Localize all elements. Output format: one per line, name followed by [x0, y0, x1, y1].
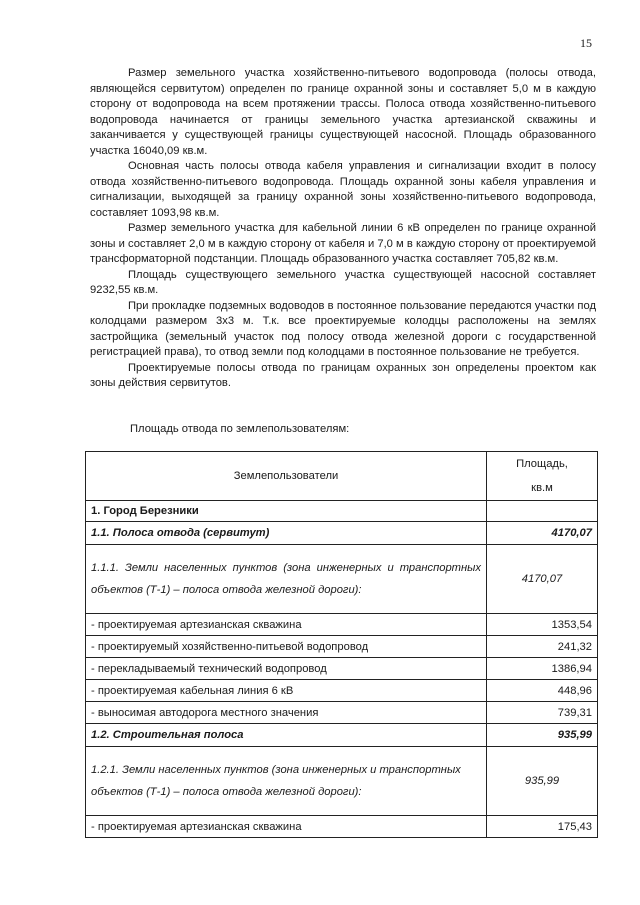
item-name: - проектируемая кабельная линия 6 кВ [86, 680, 487, 702]
table-header-row [86, 452, 598, 501]
paragraph: Размер земельного участка для кабельной линии 6 кВ определен по границе охранной зоны и составляет 2,0 м в каждую сторону от кабеля и 7,0 м в каждую сторону от проектируемой трансформаторной подстанции. Площадь образованного участка составляет 705,82 кв.м. [90, 222, 596, 265]
item-area: 1386,94 [487, 658, 598, 680]
section-title: 1.1. Полоса отвода (сервитут) [86, 522, 487, 545]
table-row [86, 658, 598, 680]
table-row [86, 680, 598, 702]
table-row [86, 816, 598, 838]
item-area: 448,96 [487, 680, 598, 702]
table-caption: Площадь отвода по землепользователям: [130, 423, 350, 435]
page-number: 15 [580, 36, 592, 50]
section-area: 4170,07 [487, 522, 598, 545]
item-name: - перекладываемый технический водопровод [86, 658, 487, 680]
item-area: 739,31 [487, 702, 598, 724]
table-row [86, 724, 598, 747]
city-name: 1. Город Березники [86, 501, 487, 522]
table-row [86, 614, 598, 636]
subsection-area: 935,99 [487, 747, 598, 816]
item-name: - проектируемый хозяйственно-питьевой водопровод [86, 636, 487, 658]
header-land-users: Землепользователи [86, 452, 487, 501]
header-area-unit: кв.м [531, 482, 553, 494]
header-area [487, 452, 598, 501]
item-name: - проектируемая артезианская скважина [86, 816, 487, 838]
header-area-label: Площадь, [516, 458, 568, 470]
city-area [487, 501, 598, 522]
table-row [86, 747, 598, 816]
section-title: 1.2. Строительная полоса [86, 724, 487, 747]
item-name: - проектируемая артезианская скважина [86, 614, 487, 636]
item-area: 175,43 [487, 816, 598, 838]
body-text [90, 66, 596, 392]
paragraph: Площадь существующего земельного участка существующей насосной составляет 9232,55 кв.м. [90, 268, 596, 296]
paragraph: Проектируемые полосы отвода по границам охранных зон определены проектом как зоны действия сервитутов. [90, 361, 596, 389]
subsection-area: 4170,07 [487, 545, 598, 614]
table-row [86, 702, 598, 724]
table-row [86, 522, 598, 545]
table-row [86, 545, 598, 614]
table-row [86, 636, 598, 658]
paragraph: Размер земельного участка хозяйственно-питьевого водопровода (полосы отвода, являющейся сервитутом) определен по границе охранной зоны и составляет 5,0 м в каждую сторону от водопровода на всем протяжении трассы. Полоса отвода хозяйственно-питьевого водопровода начинается от границы земельного участка артезианской скважины и заканчивается у существующей границы существующей насосной. Площадь образованного участка 16040,09 кв.м. [90, 67, 596, 157]
subsection-title: 1.2.1. Земли населенных пунктов (зона инженерных и транспортных объектов (Т-1) – полоса отвода железной дороги): [86, 747, 487, 816]
item-area: 1353,54 [487, 614, 598, 636]
paragraph: При прокладке подземных водоводов в постоянное пользование передаются участки под колодцами размером 3х3 м. Т.к. все проектируемые колодцы расположены на землях застройщика (земельный участок под полосу отвода железной дороги с государственной регистрацией права), то отвод земли под колодцами в постоянное пользование не требуется. [90, 299, 596, 358]
table-row [86, 501, 598, 522]
subsection-title: 1.1.1. Земли населенных пунктов (зона инженерных и транспортных объектов (Т-1) – полоса отвода железной дороги): [86, 545, 487, 614]
paragraph: Основная часть полосы отвода кабеля управления и сигнализации входит в полосу отвода хозяйственно-питьевого водопровода. Площадь охранной зоны кабеля управления и сигнализации, выходящей за границу охранной зоны хозяйственно-питьевого водопровода, составляет 1093,98 кв.м. [90, 160, 596, 219]
land-users-table [85, 451, 598, 838]
item-name: - выносимая автодорога местного значения [86, 702, 487, 724]
item-area: 241,32 [487, 636, 598, 658]
section-area: 935,99 [487, 724, 598, 747]
